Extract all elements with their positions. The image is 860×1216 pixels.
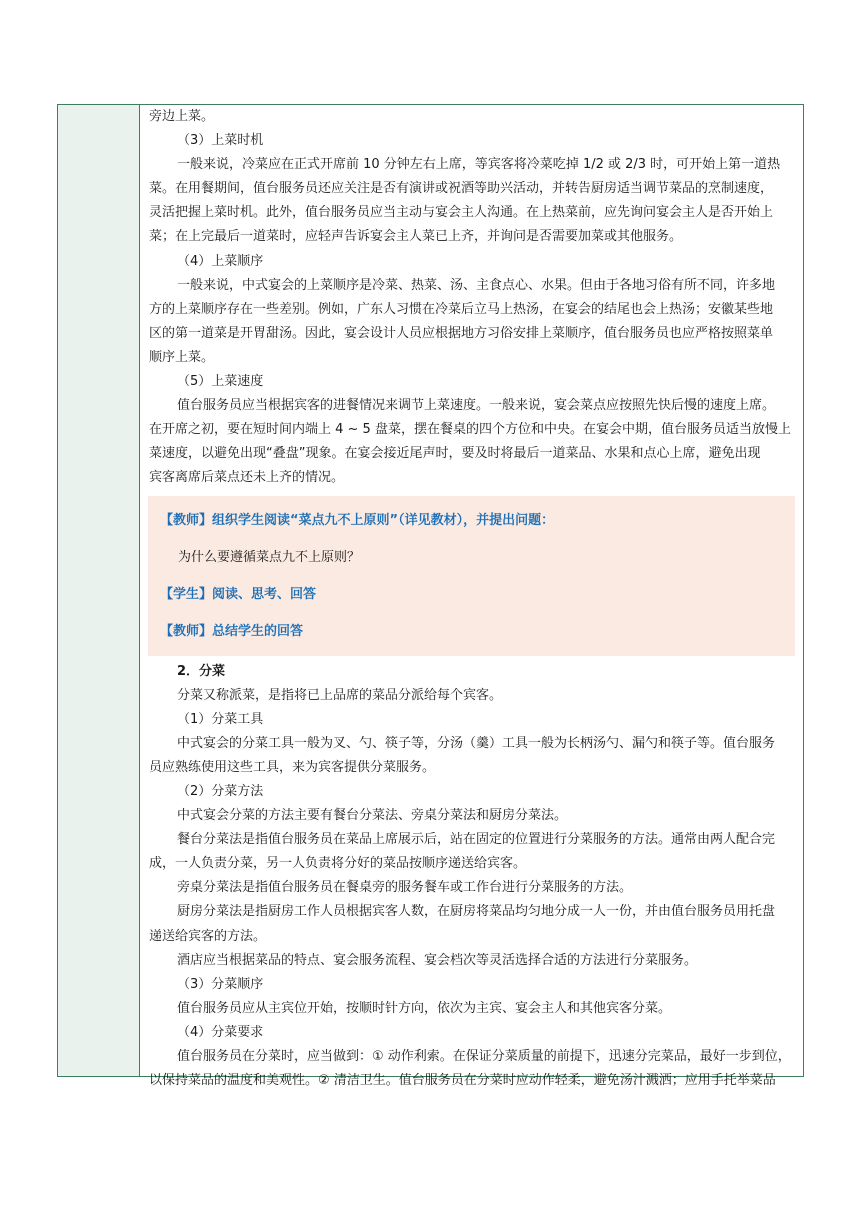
paragraph-line: 方的上菜顺序存在一些差别。例如，广东人习惯在冷菜后立马上热汤，在宴会的结尾也会上热汤；安徽某些地	[149, 301, 774, 317]
paragraph-line: （2）分菜方法	[177, 783, 264, 799]
paragraph-line: （5）上菜速度	[177, 374, 264, 390]
paragraph-line: 成，一人负责分菜，另一人负责将分好的菜品按顺序递送给宾客。	[149, 856, 527, 872]
paragraph-line: 区的第一道菜是开胃甜汤。因此，宴会设计人员应根据地方习俗安排上菜顺序，值台服务员也应严格按照菜单	[149, 325, 774, 341]
table-content-cell	[140, 105, 803, 1089]
paragraph-line: 值台服务员应从主宾位开始，按顺时针方向，依次为主宾、宴会主人和其他宾客分菜。	[177, 1000, 672, 1016]
teaching-activity-box	[148, 496, 795, 656]
table-left-cell	[58, 105, 140, 1076]
paragraph-line: 餐台分菜法是指值台服务员在菜品上席展示后，站在固定的位置进行分菜服务的方法。通常由两人配合完	[177, 832, 776, 848]
paragraph-line: 菜；在上完最后一道菜时，应轻声告诉宴会主人菜已上齐，并询问是否需要加菜或其他服务。	[149, 229, 683, 245]
paragraph-line: 值台服务员在分菜时，应当做到：① 动作利索。在保证分菜质量的前提下，迅速分完菜品，最好一步到位，	[177, 1049, 791, 1064]
paragraph-line: 分菜又称派菜，是指将已上品席的菜品分派给每个宾客。	[177, 687, 503, 703]
paragraph-line: 以保持菜品的温度和美观性。② 清洁卫生。值台服务员在分菜时应动作轻柔，避免汤汁溅洒；应用手托举菜品	[149, 1073, 776, 1089]
question-text: 为什么要遵循菜点九不上原则？	[178, 549, 361, 565]
paragraph-line: （3）分菜顺序	[177, 976, 264, 992]
paragraph-line: （4）上菜顺序	[177, 253, 264, 269]
paragraph-line: 一般来说，冷菜应在正式开席前 10 分钟左右上席，等宾客将冷菜吃掉 1/2 或 2/3 时，可开始上第一道热	[177, 157, 781, 173]
student-activity: 【学生】阅读、思考、回答	[160, 586, 317, 602]
lesson-table	[57, 104, 804, 1089]
paragraph-line: 旁桌分菜法是指值台服务员在餐桌旁的服务餐车或工作台进行分菜服务的方法。	[177, 880, 633, 896]
paragraph-line: 酒店应当根据菜品的特点、宴会服务流程、宴会档次等灵活选择合适的方法进行分菜服务。	[177, 952, 698, 968]
teacher-instruction: 【教师】组织学生阅读“菜点九不上原则”（详见教材），并提出问题：	[160, 512, 555, 528]
paragraph-line: 灵活把握上菜时机。此外，值台服务员应当主动与宴会主人沟通。在上热菜前，应先询问宴会主人是否开始上	[149, 205, 774, 221]
paragraph-line: 顺序上菜。	[149, 349, 215, 365]
paragraph-line: 中式宴会的分菜工具一般为叉、勺、筷子等，分汤（羹）工具一般为长柄汤勺、漏勺和筷子等。值台服务	[177, 735, 776, 751]
section-dividing	[149, 660, 795, 1094]
paragraph-line: 菜。在用餐期间，值台服务员还应关注是否有演讲或祝酒等助兴活动，并转告厨房适当调节菜品的烹制速度，	[149, 181, 774, 197]
paragraph-line: 厨房分菜法是指厨房工作人员根据宾客人数，在厨房将菜品均匀地分成一人一份，并由值台服务员用托盘	[177, 904, 776, 920]
section-serving	[149, 105, 795, 491]
paragraph-line: 宾客离席后菜点还未上齐的情况。	[149, 470, 345, 486]
paragraph-line: 一般来说，中式宴会的上菜顺序是冷菜、热菜、汤、主食点心、水果。但由于各地习俗有所不同，许多地	[177, 277, 776, 293]
paragraph-line: 值台服务员应当根据宾客的进餐情况来调节上菜速度。一般来说，宴会菜点应按照先快后慢的速度上席。	[177, 398, 776, 414]
paragraph-line: 菜速度，以避免出现“叠盘”现象。在宴会接近尾声时，要及时将最后一道菜品、水果和点心上席，避免出现	[149, 446, 761, 462]
paragraph-line: （3）上菜时机	[177, 133, 264, 149]
paragraph-line: （4）分菜要求	[177, 1024, 264, 1040]
paragraph-line: （1）分菜工具	[177, 711, 264, 727]
paragraph-line: 递送给宾客的方法。	[149, 928, 267, 944]
paragraph-line: 旁边上菜。	[149, 109, 215, 124]
teacher-summary: 【教师】总结学生的回答	[160, 623, 304, 639]
paragraph-line: 中式宴会分菜的方法主要有餐台分菜法、旁桌分菜法和厨房分菜法。	[177, 808, 568, 824]
paragraph-line: 员应熟练使用这些工具，来为宾客提供分菜服务。	[149, 759, 436, 775]
paragraph-line: 2．分菜	[177, 663, 226, 679]
paragraph-line: 在开席之初，要在短时间内端上 4 ~ 5 盘菜，摆在餐桌的四个方位和中央。在宴会中期，值台服务员适当放慢上	[149, 422, 791, 438]
